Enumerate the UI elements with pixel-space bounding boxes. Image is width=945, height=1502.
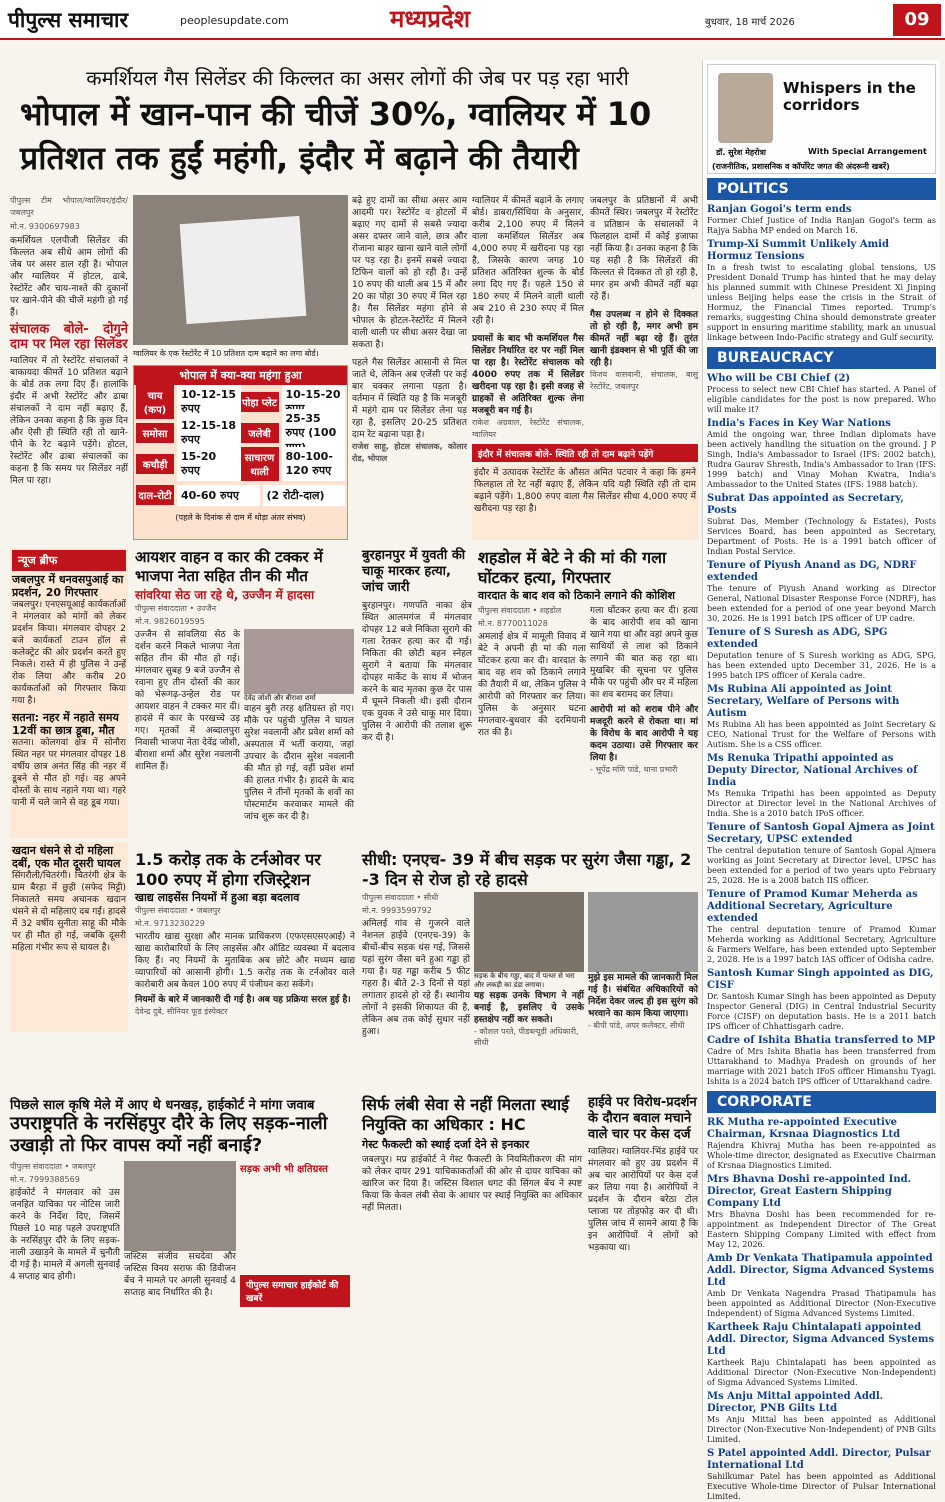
story-quote-by: - कौशल परते, पीडब्ल्यूडी अधिकारी, सीधी (474, 1027, 579, 1047)
section-title: मध्यप्रदेश (390, 5, 471, 33)
sidebar-item-body: Dr. Santosh Kumar Singh has been appointed as Deputy Inspector General (DIG) in Central Industrial Security Force (CISF) on deputation basis. He is a 2011 batch IPS officer of Chhattisgarh cadre. (707, 992, 936, 1031)
story-title: हाईवे पर विरोध-प्रदर्शन के दौरान बवाल मचाने वाले चार पर केस दर्ज (588, 1095, 697, 1142)
sidebar-item-body: Mrs Bhavna Doshi has been recommended for re-appointment as Independent Director of The Great Eastern Shipping Company Limited with effect from May 12, 2026. (707, 1210, 936, 1249)
lead-col-4 (590, 195, 698, 440)
victims-photo (244, 629, 354, 694)
story-fssai (135, 850, 355, 1090)
lead-kicker: कमर्शियल गैस सिलेंडर की किल्लत का असर लोगों की जेब पर पड़ रहा भारी (86, 66, 629, 90)
lead-mobile: मो.न. 9300697983 (10, 222, 80, 231)
story-quote-by: देवेन्द्र दुबे, सीनियर फूड इंस्पेक्टर (135, 1007, 228, 1016)
photo-caption: ग्वालियर के एक रेस्टोरेंट में 10 प्रतिशत दाम बढ़ाने का लगा बोर्ड। (133, 349, 319, 358)
story-mobile: मो.न. 7999388569 (10, 1175, 80, 1184)
story-text: वाहन बुरी तरह क्षतिग्रस्त हो गए। मौके पर पहुंची पुलिस ने घायल सुरेश नवलानी और प्रवेश शर्मा को अस्पताल में भर्ती कराया, जहां उपचार के दौरान सुरेश नवलानी की मौत हो गई, वहीं प्रवेश शर्मा की हालत गंभीर है। हादसे के बाद पुलिस ने तीनों मृतकों के शवों का पोस्टमार्टम करवाकर मामले की जांच शुरू कर दी है। (244, 704, 354, 822)
sidebar-item-body: Deputation tenure of S Suresh working as ADG, SPG, has been extended upto December 31, 2026. He is a 1995 batch IPS officer of Kerala cadre. (707, 651, 936, 680)
story-hc-faculty (362, 1095, 582, 1435)
indore-text: इंदौर में उत्पादक रेस्टोरेंट के औसत अमित पटवार ने कहा कि हमने फिलहाल तो रेट नहीं बढ़ाए हैं, लेकिन यदि यही स्थिति रही तो दाम बढ़ाने पड़ेंगे। 1,800 रुपए वाला गैस सिलेंडर सीधा 4,000 रुपए में खरीदना पड़ रहा है। (472, 465, 698, 540)
lead-quote-1: प्रयासों के बाद भी कमर्शियल गैस सिलेंडर निर्धारित दर पर नहीं मिल पा रहा है। रेस्टोरेंट संचालक को 4000 रुपए तक में सिलेंडर खरीदना पड़ रहा है। इसी वजह से ग्राहकों से अतिरिक्त शुल्क लेना मजबूरी बन गई है। (472, 334, 584, 416)
item-label: समोसा (136, 423, 174, 443)
story-text: ग्वालियर। ग्वालियर-भिंड हाईवे पर मंगलवार को हुए उग्र प्रदर्शन में अब चार आरोपियों पर केस दर्ज कर लिया गया है। आरोपियों ने प्रदर्शन के दौरान बरेठा टोल प्लाजा पर तोड़फोड़ कर दी थी। पुलिस जांच में सामने आया है कि इन आरोपियों ने लोगों को भड़काया था। (588, 1147, 698, 1253)
brief-headline: खदान धंसने से दो महिला दबीं, एक मौत दूसरी घायल (12, 844, 121, 870)
sidebar-item-title: RK Mutha re-appointed Executive Chairman, Krsnaa Diagnostics Ltd (707, 1117, 901, 1140)
sidebar-item-body: Ms Anju Mittal has been appointed as Additional Director (Non-Executive Non-Independent) of PNB Gilts Limited. (707, 1415, 936, 1444)
lead-quote-3: पहले गैस सिलेंडर आसानी से मिल जाते थे, लेकिन अब एजेंसी पर कई बार चक्कर लगाना पड़ता है। वर्तमान में स्थिति यह है कि मजबूरी में महंगे दाम पर सिलेंडर लेना पड़ रहा है, इसलिए 20-25 प्रतिशत दाम रेट बढ़ाना पड़ा है। (352, 358, 467, 440)
sidebar-item-body: Former Chief Justice of India Ranjan Gogoi's term as Rajya Sabha MP ended on March 16. (707, 216, 936, 235)
story-byline: पीपुल्स संवाददाता • उज्जैन (135, 604, 217, 613)
story-title: बुरहानपुर में युवती की चाकू मारकर हत्या, जांच जारी (362, 548, 466, 595)
corporate-list (707, 1117, 936, 1502)
item-label: चाय (कप) (136, 385, 174, 419)
story-accident (135, 548, 355, 868)
price-row (136, 411, 345, 447)
story-subtitle: वारदात के बाद शव को ठिकाने लगाने की कोशिश (478, 589, 676, 602)
sidebar-item-title: India's Faces in Key War Nations (707, 418, 891, 429)
indore-bar: इंदौर में संचालक बोले- स्थिति रही तो दाम बढ़ाने पड़ेंगे (472, 444, 698, 462)
story-subtitle: गेस्ट फैकल्टी को स्थाई दर्जा देने से इनकार (362, 1138, 530, 1151)
sidebar-item-title: Ranjan Gogoi's term ends (707, 204, 852, 215)
lead-col-2 (352, 195, 467, 540)
price-row (136, 450, 345, 478)
sidebar-item-body: Subrat Das, Member (Technology & Estates), Posts Services Board, has been appointed as Secretary, Department of Posts. He is a 1991 batch officer of Indian Postal Service. (707, 517, 936, 556)
sidebar-item-title: Santosh Kumar Singh appointed as DIG, CISF (707, 968, 934, 991)
author-name: डॉ. सुरेश मेहरोत्रा (716, 148, 766, 157)
whispers-title: Whispers in the corridors (783, 79, 916, 114)
sidebar-item-body: Amid the ongoing war, three Indian diplomats have been actively handling the situation on the ground. J P Singh, India's Ambassador to Israel (IFS: 2002 batch), Rudra Gaurav Shresth, India's Ambassador to Iran (IFS: 1999 batch) and Vinay Mohan Kwatra, India's Ambassador to the United States (IFS: 1988 batch). (707, 430, 936, 489)
lead-subhead: संचालक बोले- दोगुने दाम पर मिल रहा सिलेंडर (10, 322, 128, 352)
story-mobile: मो.न. 9713230229 (135, 919, 205, 928)
sidebar-item-title: Ms Anju Mittal appointed Addl. Director, PNB Gilts Ltd (707, 1391, 884, 1414)
lead-headline: भोपाल में खान-पान की चीजें 30%, ग्वालियर में 10 प्रतिशत तक हुईं महंगी, इंदौर में बढ़ाने की तैयारी (20, 95, 652, 177)
sidebar-item-title: S Patel appointed Addl. Director, Pulsar International Ltd (707, 1448, 931, 1471)
story-text: उज्जैन से सांवलिया सेठ के दर्शन करने निकले भाजपा नेता सहित तीन की मौत हो गई। मंगलवार सुबह 9 बजे उज्जैन से रवाना हुए तीन दोस्तों की कार को भेरूगढ़-उन्हेल रोड पर आयशर वाहन ने टक्कर मार दी। हादसे में कार के परखच्चे उड़ गए। मृतकों में अब्दालपुरा निवासी भाजपा नेता देवेंद्र जोशी, बीराशा शर्मा और सुरेश नवलानी शामिल हैं। (135, 630, 240, 772)
whispers-sidebar (702, 60, 940, 1501)
sidebar-item-title: Tenure of Pramod Kumar Meherda as Additional Secretary, Agriculture extended (707, 889, 918, 924)
pothole-photo (474, 892, 584, 972)
sidebar-item-title: Kartheek Raju Chintalapati appointed Addl. Director, Sigma Advanced Systems Ltd (707, 1322, 935, 1357)
brief-text: जबलपुर। एनएसयूआई कार्यकर्ताओं ने मंगलवार को मांगों को लेकर प्रदर्शन किया। मंगलवार दोपहर 2 बजे कार्यकर्ता टाउन हॉल से कलेक्ट्रेट की ओर प्रदर्शन करते हुए निकले। रास्ते में ही पुलिस ने उन्हें रोक लिया और करीब 20 कार्यकर्ताओं को गिरफ्तार किया गया है। (12, 600, 126, 706)
brief-headline: जबलपुर में धनवसपुआई का प्रदर्शन, 20 गिरफ्तार (12, 573, 124, 599)
lead-quote-1-by: राकेश अग्रवाल, रेस्टोरेंट संचालक, ग्वालियर (472, 418, 584, 439)
story-title: आयशर वाहन व कार की टक्कर में भाजपा नेता सहित तीन की मौत (135, 548, 323, 585)
brief-headline: सतना: नहर में नहाते समय 12वीं का छात्र डूबा, मौत (12, 711, 119, 737)
lead-quote-3-by: राजेश साहू, होटल संचालक, कोलार रोड, भोपाल (352, 442, 467, 463)
story-text: अमलाई क्षेत्र में मामूली विवाद में बेटे ने अपनी ही मां की गला घोंटकर हत्या कर दी। वारदात के बाद वह शव को ठिकाने लगाने की तैयारी में था, लेकिन पुलिस ने आरोपी को गिरफ्तार कर लिया। पुलिस के अनुसार घटना मंगलवार-बुधवार की दरमियानी रात की है। (478, 632, 586, 738)
sidebar-item-title: Ms Renuka Tripathi appointed as Deputy Director, National Archives of India (707, 753, 918, 788)
arrangement: With Special Arrangement (808, 147, 927, 156)
page-number: 09 (893, 4, 941, 36)
sidebar-item-body: Kartheek Raju Chintalapati has been appointed as Additional Director (Non-Executive Non-Independent) of Sigma Advanced Systems Limited. (707, 1358, 936, 1387)
story-quote: यह सड़क उनके विभाग ने नहीं बनाई है, इसलिए ये उसके हस्तक्षेप नहीं कर सकते। (474, 991, 584, 1025)
corporate-heading: CORPORATE (707, 1091, 936, 1113)
news-brief-2 (10, 842, 128, 1032)
item-label: साधारण थाली (241, 447, 279, 481)
story-text: भारतीय खाद्य सुरक्षा और मानक प्राधिकरण (एफएसएसएआई) ने खाद्य कारोबारियों के लिए लाइसेंस और ऑडिट व्यवस्था में बदलाव किए हैं। नए नियमों के मुताबिक अब छोटे और मध्यम खाद्य व्यापारियों को आसानी होगी। 1.5 करोड़ तक के टर्नओवर वाले कारोबारी अब केवल 100 रुपए में पंजीयन करा सकेंगे। (135, 932, 355, 990)
story-quote-by: - बीपी पांडे, अपर कलेक्टर, सीधी (588, 1021, 685, 1030)
sidebar-item-title: Trump-Xi Summit Unlikely Amid Hormuz Tensions (707, 239, 889, 262)
sidebar-item-body: In a fresh twist to escalating global tensions, US President Donald Trump has hinted that he may delay his planned summit with Chinese President Xi Jinping unless Beijing helps ease the crisis in the Strait of Hormuz, the Financial Times reported. Trump's remarks, suggesting China should demonstrate greater support in ensuring maritime stability, mark an unusual linkage between Indo-Pacific strategy and Gulf security. (707, 263, 936, 342)
photo-caption: देवेंद्र जोशी और बीराशा शर्मा (244, 694, 316, 702)
sidebar-item-title: Who will be CBI Chief (2) (707, 373, 851, 384)
story-text: बुरहानपुर। गणपति नाका क्षेत्र स्थित आलमगंज में मंगलवार दोपहर 12 बजे निकिता सुरागे की गला रेतकर हत्या कर दी गई। निकिता की छोटी बहन स्नेहल सुरागे ने बताया कि मंगलवार दोपहर मार्केट के साथ में भोजन करने के बाद मृतका कुछ देर पास में घूमने निकली थी। इसी दौरान एक युवक ने उसे चाकू मार दिया। पुलिस ने आरोपी की तलाश शुरू कर दी है। (362, 601, 472, 743)
price-table-title: भोपाल में क्या-क्या महंगा हुआ (134, 366, 347, 385)
whispers-banner (707, 64, 936, 174)
story-title: सिर्फ लंबी सेवा से नहीं मिलता स्थाई नियुक्ति का अधिकार : HC (362, 1095, 569, 1134)
photo-caption: जस्टिस संजीव सचदेवा और जस्टिस विनय सराफ की डिवीजन बेंच ने मामले पर अगली सुनवाई 4 सप्ताह बाद निर्धारित की है। (124, 1252, 236, 1298)
story-title: उपराष्ट्रपति के नरसिंहपुर दौरे के लिए सड़क-नाली उखाड़ी तो फिर वापस क्यों नहीं बनाई? (10, 1113, 328, 1156)
lead-col-3-text: ग्वालियर में कीमतें बढ़ाने के लगाए बोर्ड। डाबरा/सिंधिया के अनुसार, करीब 2,100 रुपए में मिलने वाला कमर्शियल सिलेंडर अब 4,000 रुपए में खरीदना पड़ रहा है, जिसके कारण जगह 10 प्रतिशत अतिरिक्त शुल्क के बोर्ड लगा दिए गए हैं। पहले 150 से 180 रुपए में मिलने वाली थाली अब 210 से 230 रुपए में मिल रही है। (472, 196, 584, 326)
price-row (136, 481, 345, 509)
bureaucracy-list (707, 373, 936, 1087)
sidebar-item-title: Tenure of Santosh Gopal Ajmera as Joint Secretary, UPSC extended (707, 822, 935, 845)
news-brief-title: न्यूज ब्रीफ (12, 550, 126, 571)
item-price: 25-35 रुपए (100 (282, 409, 346, 458)
story-sidhi (362, 850, 698, 1090)
price-table-note: (पहले के दिनांक से दाम में थोड़ा अंतर संभव) (175, 513, 306, 522)
story-mobile: मो.न. 9826019595 (135, 617, 205, 626)
brief-text: सिंगरौली/चितरंगी। चितरंगी क्षेत्र के ग्राम बैरहा में छुही (सफेद मिट्टी) निकालते समय अचानक खदान धंसने से दो महिलाएं दब गईं। हादसे में 32 वर्षीय सुनीता साहू की मौके पर ही मौत हो गई, जबकि दूसरी महिला गंभीर रूप से घायल है। (12, 871, 126, 953)
hc-badge: पीपुल्स समाचार हाईकोर्ट की खबरें (240, 1275, 350, 1307)
officer-photo (588, 892, 698, 972)
item-price: 40-60 रुपए (177, 485, 260, 506)
lead-col-1 (10, 195, 128, 535)
restaurant-board-photo (133, 195, 348, 345)
story-quote: नियमों के बारे में जानकारी दी गई है। अब यह प्रक्रिया सरल हुई है। (135, 995, 351, 1005)
story-quote-by: - भूपेंद्र मणि पांडे, थाना प्रभारी (590, 765, 678, 774)
sidebar-item-body: Sahilkumar Patel has been appointed as Additional Executive Whole-time Director of Pulsar International Limited. (707, 1472, 936, 1501)
story-byline: पीपुल्स संवाददाता • शहडोल (478, 606, 562, 615)
news-brief (10, 548, 128, 838)
sidebar-item-title: Mrs Bhavna Doshi re-appointed Ind. Director, Great Eastern Shipping Company Ltd (707, 1174, 912, 1209)
story-shahdol (478, 548, 698, 848)
sidebar-item-body: Amb Dr Venkata Nagendra Prasad Thatipamula has been appointed as Additional Director (Non-Executive Independent) of Sigma Advanced Systems Limited. (707, 1289, 936, 1318)
sidebar-item-body: Ms Rubina Ali has been appointed as Joint Secretary & CEO, National Trust for the Welfare of Persons with Autism. She is a CSS officer. (707, 720, 936, 749)
item-price: 10-12-15 रुपए (177, 385, 241, 419)
sidebar-item-body: Process to select new CBI Chief has started. A Panel of eligible candidates for the post is now prepared. Who will make it? (707, 385, 936, 414)
sidebar-item-body: Rajendra Khivraj Mutha has been re-appointed as Whole-time director, designated as Executive Chairman of Krsnaa Diagnostics Limited. (707, 1141, 936, 1170)
story-byline: पीपुल्स संवाददाता • जबलपुर (10, 1162, 96, 1171)
sidebar-item-title: Cadre of Ishita Bhatia transferred to MP (707, 1035, 936, 1046)
price-board (180, 216, 307, 324)
item-label: पोहा प्लेट (241, 392, 279, 412)
sidebar-item-body: The central deputation tenure of Santosh Gopal Ajmera working as Joint Secretary at Director level, UPSC has been extended for a period of two years upto February 25, 2028. He is a 2008 batch IIS officer. (707, 846, 936, 885)
masthead: पीपुल्स समाचार (8, 8, 129, 32)
story-kicker: पिछले साल कृषि मेले में आए थे धनखड़, हाईकोर्ट ने मांगा जवाब (10, 1098, 315, 1113)
item-price: 10-15-20 (282, 385, 346, 419)
site-url[interactable]: peoplesupdate.com (180, 14, 289, 27)
story-mobile: मो.न. 9993599792 (362, 906, 432, 915)
bureaucracy-heading: BUREAUCRACY (707, 347, 936, 369)
story-title: सीधी: एनएच- 39 में बीच सड़क पर सुरंग जैसा गड्ढा, 2 -3 दिन से रोज हो रहे हादसे (362, 850, 692, 889)
story-byline: पीपुल्स संवाददाता • सीधी (362, 893, 439, 902)
lead-byline: पीपुल्स टीम भोपाल/ग्वालियर/इंदौर/जबलपुर (10, 196, 128, 217)
lead-quote-2: गैस उपलब्ध न होने से दिक्कत तो हो रही है, मगर अभी हम कीमतें नहीं बढ़ा रहे हैं। तुरंत खानी इंडक्शन से भी पूर्ति की जा रही है। (590, 310, 698, 368)
sidebar-item-title: Tenure of Piyush Anand as DG, NDRF extended (707, 560, 917, 583)
author-photo (718, 73, 773, 143)
story-text: जबलपुर। मप्र हाईकोर्ट ने गेस्ट फैकल्टी के नियमितीकरण की मांग को लेकर दायर 291 याचिकाकर्ताओं की ओर से दायर याचिका को खारिज कर दिया है। जस्टिस विशाल धगट की सिंगल बेंच ने स्पष्ट किया कि केवल लंबी सेवा के आधार पर स्थाई नियुक्ति का अधिकार नहीं मिलता। (362, 1155, 582, 1213)
story-text: अमिलई गांव से गुजरने वाले नेशनल हाईवे (एनएच-39) के बीचों-बीच सड़क धंस गई, जिससे यहां सुरंग जैसा बने हुआ गड्ढा हो गया है। यह गड्ढा करीब 5 फीट गहरा है। बीते 2-3 दिनों से यहां लगातार हादसे हो रहे हैं। स्थानीय लोगों ने इसकी शिकायत की है, लेकिन अब तक कोई सुधार नहीं हुआ। (362, 919, 470, 1037)
item-label: कचौड़ी (136, 454, 174, 474)
item-label: दाल-रोटी (136, 485, 174, 505)
story-burhanpur (362, 548, 472, 848)
item-price: (2 रोटी-दाल) (263, 485, 346, 506)
tagline: (राजनीतिक, प्रशासनिक व कॉर्पोरेट जगत की अंदरूनी खबरें) (712, 162, 890, 171)
politics-list (707, 204, 936, 343)
story-title: 1.5 करोड़ तक के टर्नओवर पर 100 रुपए में होगा रजिस्ट्रेशन (135, 850, 321, 889)
photo-caption: सड़क के बीच गड्ढा, बाद में पत्थर से भरा और लकड़ी का डंडा लगाया। (474, 972, 575, 989)
judges-photo (124, 1161, 236, 1251)
lead-col-2-text: बढ़े हुए दामों का सीधा असर आम आदमी पर। रेस्टोरेंट व होटलों में बढ़ाए गए दामों से सबसे ज्यादा असर दफ्तर जाने वाले, छात्र और रोजाना बाहर खाना खाने वाले लोगों पर पड़ रहा है। इनमें सबसे ज्यादा टिफिन वालों को हो रही है। उन्हें 10 रुपए की थाली अब 15 में और 20 का पोहा 30 रुपए में मिल रहा है। गैस सिलेंडर महंगा होने से भोपाल के होटल-रेस्टोरेंट में मिलने वाली थाली पर सीधा असर देखा जा सकता है। (352, 196, 467, 350)
politics-heading: POLITICS (707, 178, 936, 200)
story-narsinghpur (10, 1095, 355, 1435)
lead-quote-2-by: विजय वासवानी, संचालक, बासु रेस्टोरेंट, जबलपुर (590, 370, 698, 391)
sidebar-item-title: Ms Rubina Ali appointed as Joint Secretary, Welfare of Persons with Autism (707, 684, 900, 719)
story-gwalior-protest (588, 1095, 698, 1435)
item-label: जलेबी (241, 423, 279, 443)
item-price: 12-15-18 रुपए (177, 416, 241, 450)
sidebar-item-body: Ms Renuka Tripathi has been appointed as Deputy Director at Director level in the National Archives of India. She is a 2010 batch IPoS officer. (707, 789, 936, 818)
lead-col-4-text: जबलपुर के प्रतिष्ठानों में अभी कीमतें स्थिर। जबलपुर में रेस्टोरेंट व प्रतिष्ठान के संचालकों ने फिलहाल दामों में कोई इजाफा नहीं किया है। उनका कहना है कि यह सही है कि सिलेंडरों की किल्लत से दिक्कत तो हो रही है, मगर हम अभी कीमतें नहीं बढ़ा रहे हैं। (590, 196, 698, 302)
story-text: गला घोंटकर हत्या कर दी। हत्या के बाद आरोपी शव को खाना खाने गया था और वहां अपने कुछ साथियों से लाश को ठिकाने लगाने की बात कह रहा था। मुखबिर की सूचना पर पुलिस मौके पर पहुंची और घर में महिला का शव बरामद कर लिया। (590, 606, 698, 700)
sidebar-item-title: Tenure of S Suresh as ADG, SPG extended (707, 627, 888, 650)
story-byline: पीपुल्स संवाददाता • जबलपुर (135, 906, 221, 915)
sidebar-item-title: Subrat Das appointed as Secretary, Posts (707, 493, 904, 516)
sidebar-item-body: The tenure of Piyush Anand working as Director General, National Disaster Response Force (NDRF), has been extended for a period of one year beyond March 30, 2026. He is 1991 batch IPS officer of UP cadre. (707, 584, 936, 623)
page-header (0, 0, 945, 40)
brief-text: सतना। कोलगवां क्षेत्र में सोनौरा स्थित नहर पर मंगलवार दोपहर 18 वर्षीय छात्र अनंत सिंह की नहर में डूबने से मौत हो गई। वह अपने दोस्तों के साथ नहाने गया था। गहरे पानी में चले जाने से वह डूब गया। (12, 738, 126, 808)
issue-date: बुधवार, 18 मार्च 2026 (705, 17, 795, 28)
sidebar-item-body: Cadre of Mrs Ishita Bhatia has been transferred from Uttarakhand to Madhya Pradesh on grounds of her marriage with 2021 batch IFoS officer Himanshu Tyagi. Ishita is a 2024 batch IPS officer of Uttarakhand cadre. (707, 1047, 936, 1086)
story-quote: मुझे इस मामले की जानकारी मिल गई है। संबंधित अधिकारियों को निर्देश देकर जल्द ही इस सुरंग को भरवाने का काम किया जाएगा। (588, 973, 698, 1019)
lead-text-1: कमर्शियल एलपीजी सिलेंडर की किल्लत अब सीधे आम लोगों की जेब पर असर डाल रही है। भोपाल और ग्वालियर में होटल, ढाबे, रेस्टोरेंट और चाय-नाश्ते की दुकानों पर खाने-पीने की चीजें महंगी हो गई हैं। (10, 236, 128, 318)
item-price: 80-100-120 रुपए (282, 447, 346, 481)
story-text: हाईकोर्ट ने मंगलवार को उस जनहित याचिका पर नोटिस जारी करने के निर्देश दिए, जिसमें पिछले 10 माह पहले उपराष्ट्रपति के नरसिंहपुर दौरे के लिए सड़क-नाली उखाड़ने के मामले में चुनौती दी गई है। मामले में अगली सुनवाई 4 सप्ताह बाद होगी। (10, 1188, 120, 1282)
story-subtitle: खाद्य लाइसेंस नियमों में हुआ बड़ा बदलाव (135, 891, 300, 904)
story-quote: आरोपी मां को शराब पीने और मजदूरी करने से रोकता था। मां के विरोध के बाद आरोपी ने यह कदम उठाया। उसे गिरफ्तार कर लिया है। (590, 705, 698, 763)
story-subtitle: सांवरिया सेठ जा रहे थे, उज्जैन में हादसा (135, 588, 315, 602)
story-title: शहडोल में बेटे ने की मां की गला घोंटकर हत्या, गिरफ्तार (478, 548, 667, 587)
sidebar-item-title: Amb Dr Venkata Thatipamula appointed Addl. Director, Sigma Advanced Systems Ltd (707, 1253, 935, 1288)
lead-text-2: ग्वालियर में तो रेस्टोरेंट संचालकों ने बाकायदा कीमतें 10 प्रतिशत बढ़ाने के बोर्ड तक लगा दिए हैं। हालांकि इंदौर में अभी रेस्टोरेंट और ढाबा संचालकों ने दाम नहीं बढ़ाए हैं, लेकिन उनका कहना है कि कुछ दिन और ऐसी ही स्थिति रही तो खाने-पीने के रेट बढ़ाने पड़ेंगे। होटल, रेस्टोरेंट और ढाबा संचालकों का कहना है कि समय पर सिलेंडर नहीं मिल पा रहा। (10, 356, 128, 486)
sidebar-item-body: The central deputation tenure of Pramod Kumar Meherda working as Additional Secretary, Agriculture & Farmers Welfare, has been extended upto September 2, 2028. He is a 1997 batch IAS officer of Odisha cadre. (707, 925, 936, 964)
side-title: सड़क अभी भी क्षतिग्रस्त (240, 1164, 328, 1175)
price-table (133, 365, 348, 540)
item-price: 15-20 रुपए (177, 447, 241, 481)
story-mobile: मो.न. 8770011028 (478, 619, 548, 628)
